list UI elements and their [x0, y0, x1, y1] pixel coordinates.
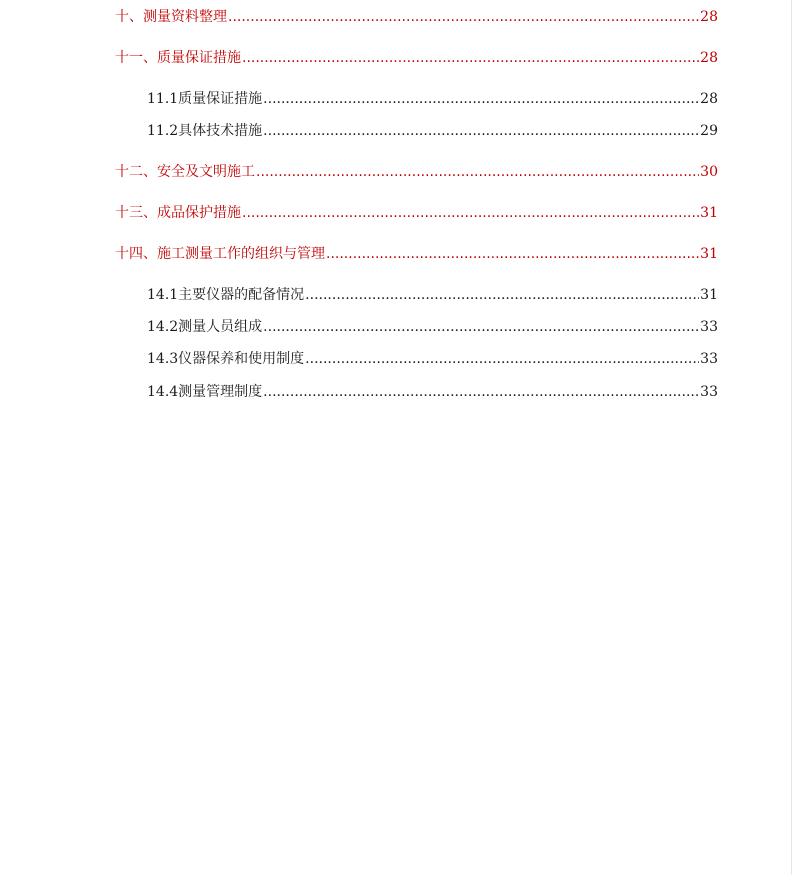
- toc-section-title: 测量管理制度: [178, 384, 263, 400]
- toc-section-14-4[interactable]: [147, 381, 718, 401]
- toc-page-number: 31: [700, 205, 718, 221]
- dot-leader: [242, 50, 699, 66]
- toc-page-number: 33: [700, 351, 718, 367]
- toc-section-number: 14.3: [147, 351, 179, 367]
- toc-section-14-3[interactable]: [147, 348, 718, 368]
- toc-chapter-10[interactable]: [115, 6, 718, 26]
- toc-section-11-2[interactable]: [147, 120, 718, 140]
- toc-section-number: 14.2: [147, 319, 179, 335]
- toc-section-title: 主要仪器的配备情况: [178, 287, 305, 303]
- toc-section-number: 11.2: [147, 123, 179, 139]
- dot-leader: [263, 91, 699, 107]
- toc-page-number: 33: [700, 319, 718, 335]
- toc-chapter-13[interactable]: [115, 202, 718, 222]
- toc-section-title: 具体技术措施: [178, 123, 263, 139]
- toc-page-number: 29: [700, 123, 718, 139]
- dot-leader: [263, 319, 699, 335]
- dot-leader: [263, 123, 699, 139]
- toc-section-11-1[interactable]: [147, 88, 718, 108]
- toc-page-number: 28: [700, 9, 718, 25]
- toc-chapter-title: 十三、成品保护措施: [115, 205, 241, 221]
- toc-section-14-2[interactable]: [147, 316, 718, 336]
- toc-page-number: 28: [700, 91, 718, 107]
- toc-section-number: 14.4: [147, 384, 179, 400]
- toc-page-number: 28: [700, 50, 718, 66]
- toc-section-title: 测量人员组成: [178, 319, 263, 335]
- toc-chapter-title: 十、测量资料整理: [115, 9, 227, 25]
- toc-section-title: 质量保证措施: [178, 91, 263, 107]
- dot-leader: [228, 9, 699, 25]
- toc-chapter-11[interactable]: [115, 47, 718, 67]
- toc-page-number: 31: [700, 246, 718, 262]
- dot-leader: [263, 384, 699, 400]
- toc-chapter-12[interactable]: [115, 161, 718, 181]
- page-edge-divider: [791, 0, 792, 875]
- dot-leader: [305, 351, 699, 367]
- dot-leader: [326, 246, 699, 262]
- toc-chapter-title: 十二、安全及文明施工: [115, 164, 255, 180]
- toc-section-number: 11.1: [147, 91, 179, 107]
- toc-chapter-title: 十四、施工测量工作的组织与管理: [115, 246, 325, 262]
- toc-chapter-14[interactable]: [115, 243, 718, 263]
- toc-chapter-title: 十一、质量保证措施: [115, 50, 241, 66]
- dot-leader: [256, 164, 699, 180]
- dot-leader: [305, 287, 699, 303]
- toc-section-number: 14.1: [147, 287, 179, 303]
- toc-page-number: 31: [700, 287, 718, 303]
- toc-page-number: 33: [700, 384, 718, 400]
- toc-page-number: 30: [700, 164, 718, 180]
- toc-section-14-1[interactable]: [147, 284, 718, 304]
- toc-section-title: 仪器保养和使用制度: [178, 351, 305, 367]
- dot-leader: [242, 205, 699, 221]
